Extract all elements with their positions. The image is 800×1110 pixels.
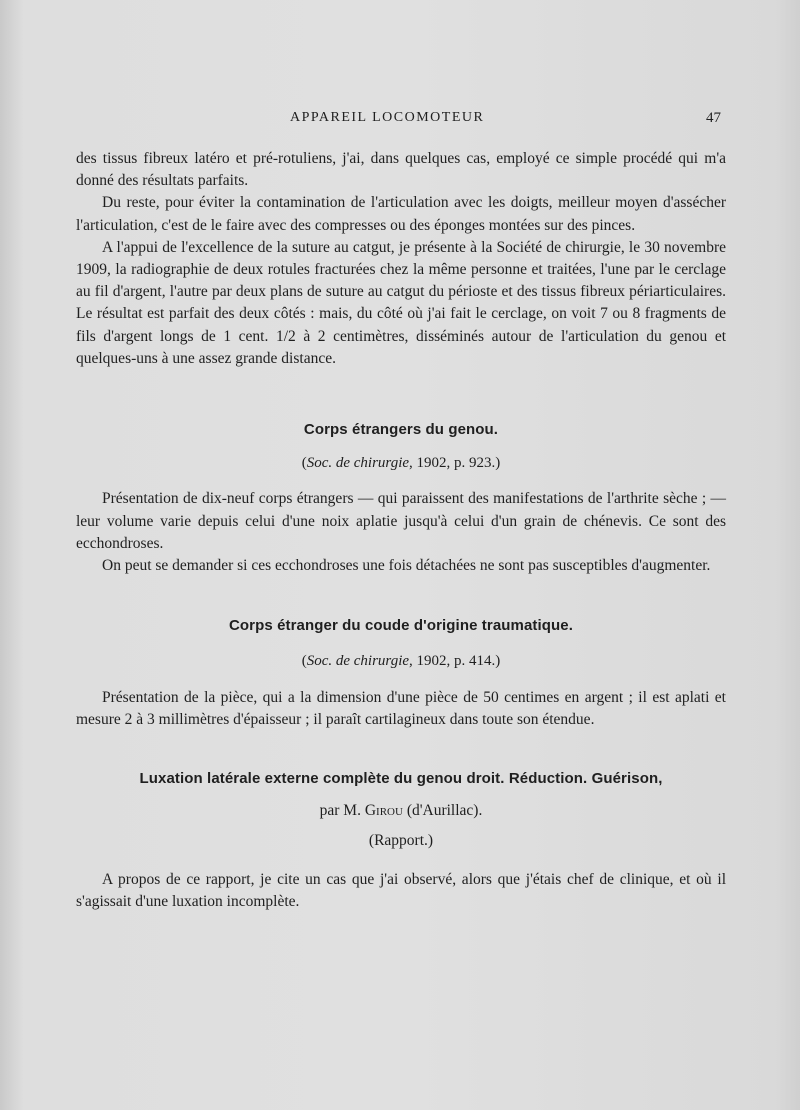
byline-prefix: par M. — [319, 802, 365, 820]
paragraph: A l'appui de l'excellence de la suture au catgut, je présente à la Société de chirurgie, le 30 novembre 1909, la radiographie de deux rotules fracturées chez la même personne et traitées, l'une par le cerclage au fil d'argent, l'autre par deux plans de suture au catgut du périoste et des tissus fibreux périarticulaires. Le résultat est parfait des deux côtés : mais, du côté où j'ai fait le cerclage, on voit 7 ou 8 fragments de fils d'argent longs de 1 cent. 1/2 à 2 centimètres, disséminés autour de l'articulation du genou et quelques-uns à une assez grande distance. — [76, 238, 726, 367]
byline — [76, 800, 726, 822]
section-title-corps-etranger-coude: Corps étranger du coude d'origine traumatique. — [228, 617, 574, 635]
paragraph: Du reste, pour éviter la contamination de l'articulation avec les doigts, meilleur moyen d'assécher l'articulation, c'est de le faire avec des compresses ou des éponges montées sur des pinces. — [76, 194, 726, 234]
paragraph-continued: des tissus fibreux latéro et pré-rotuliens, j'ai, dans quelques cas, employé ce simple procédé qui m'a donné des résultats parfaits. — [76, 150, 726, 190]
page-body — [76, 148, 726, 913]
section-title-luxation-genou: Luxation latérale externe complète du genou droit. Réduction. Guérison, — [139, 770, 663, 788]
ref-open: ( — [301, 455, 307, 472]
ref-details: , 1902, p. 414.) — [409, 653, 501, 670]
paragraph: A propos de ce rapport, je cite un cas que j'ai observé, alors que j'étais chef de clinique, et où il s'agissait d'une luxation incomplète. — [76, 870, 726, 910]
paragraph: Présentation de la pièce, qui a la dimension d'une pièce de 50 centimes en argent ; il est aplati et mesure 2 à 3 millimètres d'épaisseur ; il paraît cartilagineux dans toute son étendue. — [76, 688, 726, 728]
section-title-corps-etrangers-genou: Corps étrangers du genou. — [303, 421, 499, 439]
author-name: Girou — [364, 802, 403, 820]
paragraph: Présentation de dix-neuf corps étrangers — qui paraissent des manifestations de l'arthrite sèche ; — leur volume varie depuis celui d'une noix aplatie jusqu'à celui d'un grain de chénevis. Ce sont des ecchondroses. — [76, 490, 726, 552]
ref-journal: Soc. de chirurgie — [306, 653, 410, 670]
report-note: (Rapport.) — [368, 832, 434, 850]
running-title: APPAREIL LOCOMOTEUR — [290, 110, 485, 125]
ref-details: , 1902, p. 923.) — [409, 455, 501, 472]
byline-suffix: (d'Aurillac). — [402, 802, 483, 820]
ref-journal: Soc. de chirurgie — [306, 455, 410, 472]
page-number: 47 — [706, 110, 721, 126]
paragraph: On peut se demander si ces ecchondroses une fois détachées ne sont pas susceptibles d'augmenter. — [102, 557, 711, 575]
ref-open: ( — [301, 653, 307, 670]
section-reference — [76, 650, 726, 672]
section-reference — [76, 452, 726, 474]
